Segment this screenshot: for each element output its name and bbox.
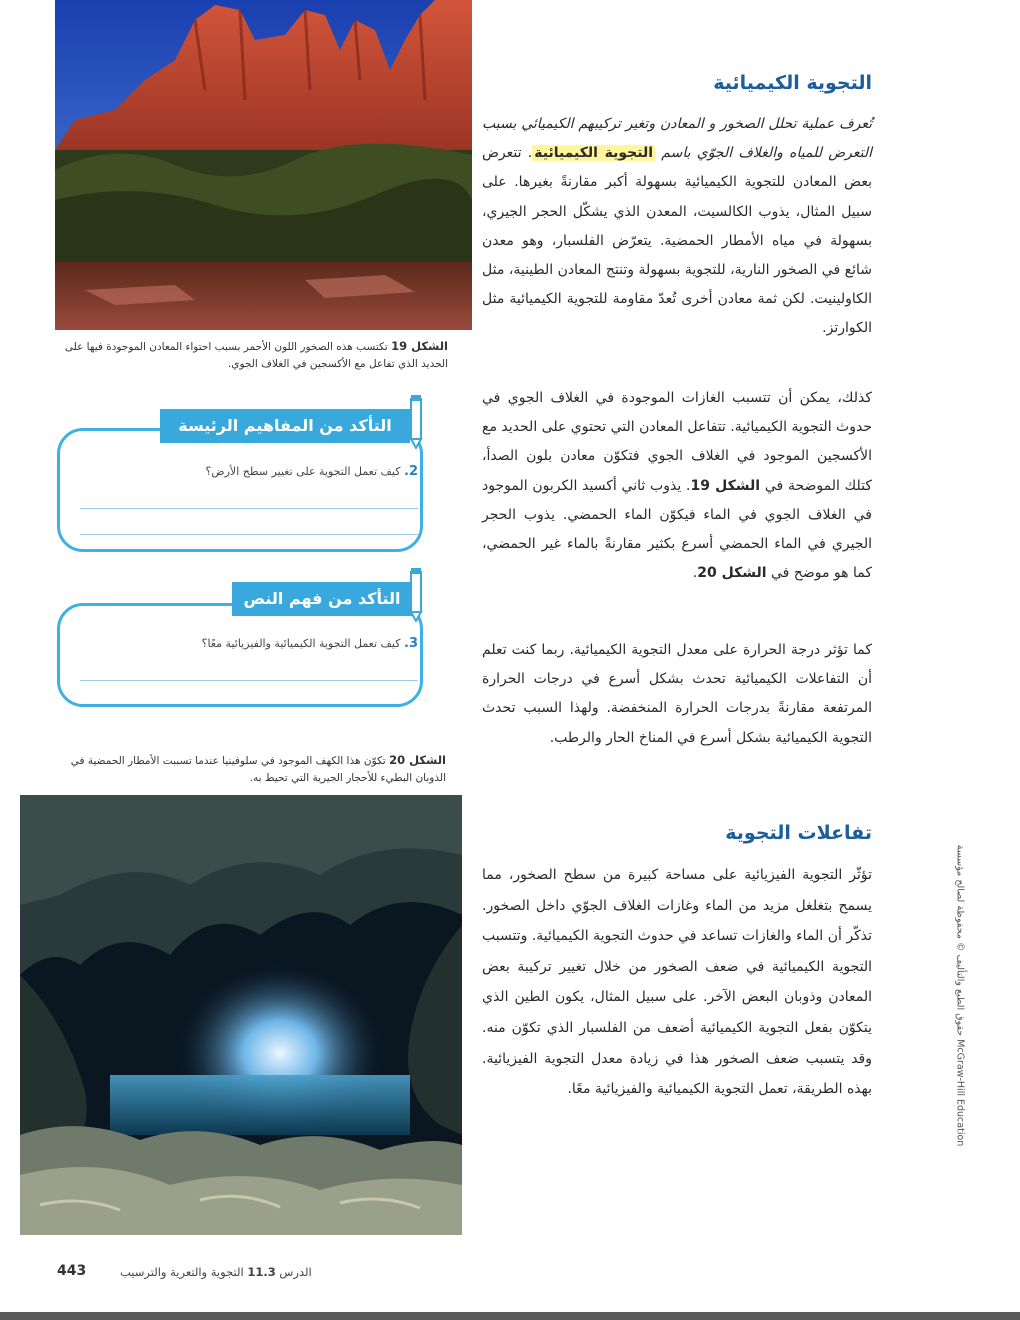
text-check-box [57, 603, 423, 707]
chemical-weathering-paragraph-1 [482, 110, 872, 344]
question-3-text: كيف تعمل التجوية الكيميائية والفيزيائية معًا؟ [201, 637, 401, 650]
key-concept-banner: التأكد من المفاهيم الرئيسة [160, 409, 410, 443]
figure-20-label: الشكل 20 [389, 753, 446, 767]
lesson-title: التجوية والتعرية والترسيب [120, 1265, 244, 1279]
question-3 [80, 636, 418, 651]
figure-19-photo [55, 0, 472, 330]
pencil-icon [408, 393, 424, 449]
answer-line[interactable] [80, 680, 418, 681]
paragraph-1-text: . تتعرض بعض المعادن للتجوية الكيميائية بسهولة أكبر مقارنةً بغيرها. على سبيل المثال، يذوب الكالسيت، المعدن الذي يشكّل الحجر الجيري، بسهولة في مياه الأمطار الحمضية. يتعرّض الفلسبار، وهو معدن شائع في الصخور النارية، للتجوية بسهولة وتنتج المعادن الطينية، مثل الكاولينيت. لكن ثمة معادن أخرى تُعدّ مقاومة للتجوية الكيميائية مثل الكوارتز. [482, 145, 872, 337]
paragraph-2-text-a: كذلك، يمكن أن تتسبب الغازات الموجودة في الغلاف الجوي في حدوث التجوية الكيميائية. تتفاعل المعادن التي تحتوي على الحديد مع الأكسجين الموجود في الغلاف الجوي فتكوّن معادن بلون الصدأ، كتلك الموضحة في [482, 390, 872, 494]
chemical-weathering-heading: التجوية الكيميائية [713, 72, 872, 94]
lesson-label: الدرس [279, 1265, 312, 1279]
question-3-number: 3. [404, 636, 418, 651]
figure-20-caption [60, 752, 446, 787]
text-check-banner: التأكد من فهم النص [232, 582, 412, 616]
chemical-weathering-paragraph-3: كما تؤثر درجة الحرارة على معدل التجوية الكيميائية. ربما كنت تعلم أن التفاعلات الكيميائية تحدث بشكل أسرع في درجات الحرارة المرتفعة مقارنةً بدرجات الحرارة المنخفضة. ولهذا السبب تحدث التجوية الكيميائية بشكل أسرع في المناخ الحار والرطب. [482, 642, 872, 746]
question-2-number: 2. [404, 464, 418, 479]
paragraph-2-text-b: . يذوب ثاني أكسيد الكربون الموجود في الغلاف الجوي في الماء فيكوّن الماء الحمضي. يذوب الحجر الجيري في الماء الحمضي أسرع بكثير مقارنةً بالماء غير الحمضي، كما هو موضح في [482, 477, 872, 582]
figure-19-label: الشكل 19 [391, 339, 448, 353]
definition-text: تُعرف عملية تحلل الصخور و المعادن وتغير تركيبهم الكيميائي بسبب التعرض للمياه والغلاف الجوّي باسم [482, 116, 872, 162]
weathering-interactions-heading: تفاعلات التجوية [725, 822, 872, 844]
key-term-highlight: التجوية الكيميائية [534, 145, 654, 162]
figure-19-caption-text: تكتسب هذه الصخور اللون الأحمر بسبب احتواء المعادن الموجودة فيها على الحديد الذي تفاعل مع الأكسجين في الغلاف الجوي. [64, 341, 448, 370]
page-number: 443 [57, 1263, 87, 1279]
figure-19-caption [60, 338, 448, 373]
lesson-number: 11.3 [247, 1265, 276, 1279]
answer-line[interactable] [80, 508, 418, 509]
answer-line[interactable] [80, 534, 418, 535]
weathering-interactions-paragraph: تؤثّر التجوية الفيزيائية على مساحة كبيرة من سطح الصخور، مما يسمح بتغلغل مزيد من الماء وغازات الغلاف الجوّي داخل الصخور. تذكّر أن الماء والغازات تساعد في حدوث التجوية الكيميائية. وتتسبب التجوية الكيميائية في ضعف الصخور من خلال تغيير تركيبة بعض المعادن وذوبان البعض الآخر. على سبيل المثال، يكون الطين الذي يتكوّن بفعل التجوية الكيميائية أضعف من الفلسبار الذي تكوّن منه. وقد يتسبب ضعف الصخور هذا في زيادة معدل التجوية الفيزيائية. بهذه الطريقة، تعمل التجوية الكيميائية والفيزيائية معًا. [482, 867, 872, 1098]
question-2-text: كيف تعمل التجوية على تغيير سطح الأرض؟ [205, 465, 401, 478]
page-bottom-rule [0, 1312, 1020, 1320]
figure-19-reference[interactable]: الشكل 19 [690, 477, 761, 494]
figure-20-caption-text: تكوّن هذا الكهف الموجود في سلوفينيا عندما تسببت الأمطار الحمضية في الذوبان البطيء للأحجار الجيرية التي تحيط به. [70, 755, 446, 784]
figure-20-photo [20, 795, 462, 1235]
question-2 [80, 464, 418, 479]
paragraph-2-text-c: . [692, 565, 698, 582]
copyright-text: حقوق الطبع والتأليف © محفوظة لصالح مؤسسة McGraw-Hill Education [954, 844, 966, 1147]
pencil-icon [408, 566, 424, 622]
copyright-sidebar [940, 820, 980, 1200]
chemical-weathering-paragraph-2 [482, 384, 872, 588]
figure-20-reference[interactable]: الشكل 20 [697, 565, 767, 582]
lesson-footer [120, 1265, 312, 1279]
